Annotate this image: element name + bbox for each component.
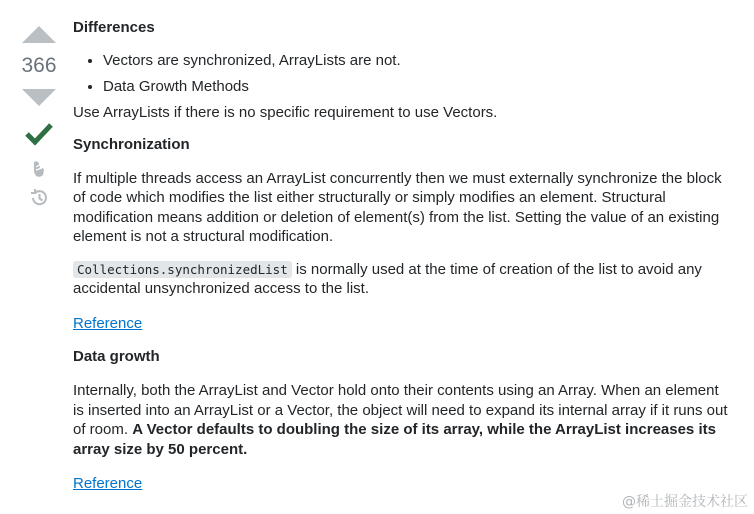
synchronization-heading: Synchronization [73, 135, 190, 153]
accepted-checkmark-icon [25, 122, 53, 146]
synchronization-paragraph: If multiple threads access an ArrayList concurrently then we must externally synchronize the block of code which modifies the list either structurally or simply modifies an element. Structural modification means addition or deletion of element(s) from the list. Setting the value of an existing element is not a structural modification. [73, 169, 722, 245]
collections-paragraph [73, 260, 733, 299]
vote-score: 366 [21, 54, 57, 77]
reference-link-1[interactable]: Reference [73, 314, 143, 332]
upvote-arrow-icon[interactable] [22, 26, 56, 43]
differences-list [73, 51, 733, 96]
bookmark-icon[interactable] [30, 159, 48, 179]
use-arraylists-text: Use ArrayLists if there is no specific requirement to use Vectors. [73, 104, 498, 121]
list-item: • Vectors are synchronized, ArrayLists are not. [103, 51, 733, 71]
vote-column [18, 26, 60, 208]
data-growth-heading: Data growth [73, 348, 160, 365]
collections-text: is normally used at the time of creation of the list to avoid any accidental unsynchronized access to the list. [73, 260, 702, 297]
inline-code: Collections.synchronizedList [73, 261, 292, 278]
reference-link-2[interactable]: Reference [73, 475, 143, 492]
data-growth-paragraph [73, 381, 733, 459]
history-icon[interactable] [29, 188, 49, 208]
differences-heading: Differences [73, 19, 155, 36]
data-growth-text: Internally, both the ArrayList and Vector hold onto their contents using an Array. When an element is inserted into an ArrayList or a Vector, the object will need to expand its internal array if it runs out of room. [73, 382, 728, 438]
downvote-arrow-icon[interactable] [22, 89, 56, 106]
watermark: @稀土掘金技术社区 [622, 494, 748, 510]
answer-body [73, 18, 733, 494]
list-item: • Data Growth Methods [103, 77, 733, 97]
data-growth-bold-text: A Vector defaults to doubling the size of its array, while the ArrayList increases its array size by 50 percent. [73, 421, 716, 458]
